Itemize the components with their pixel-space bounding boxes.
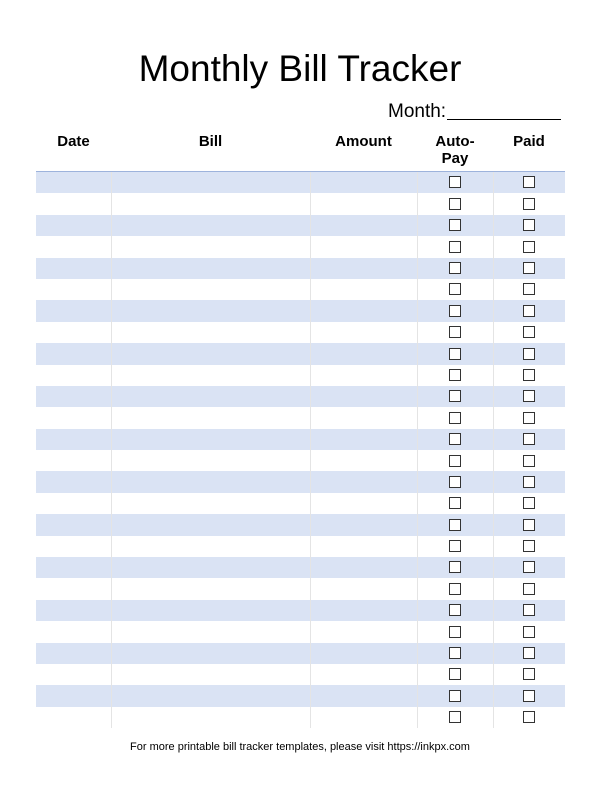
paid-cell bbox=[493, 236, 565, 257]
autopay-cell bbox=[417, 685, 493, 706]
paid-checkbox[interactable] bbox=[523, 262, 535, 274]
bill-cell[interactable] bbox=[111, 258, 310, 279]
autopay-checkbox[interactable] bbox=[449, 262, 461, 274]
date-cell[interactable] bbox=[36, 493, 111, 514]
table-row bbox=[36, 450, 565, 471]
amount-cell[interactable] bbox=[310, 643, 417, 664]
month-label: Month: bbox=[388, 101, 447, 122]
table-row bbox=[36, 429, 565, 450]
bill-cell[interactable] bbox=[111, 621, 310, 642]
date-cell[interactable] bbox=[36, 215, 111, 236]
autopay-checkbox[interactable] bbox=[449, 561, 461, 573]
paid-cell bbox=[493, 557, 565, 578]
amount-cell[interactable] bbox=[310, 365, 417, 386]
autopay-cell bbox=[417, 172, 493, 194]
column-header-paid: Paid bbox=[493, 130, 565, 172]
amount-cell[interactable] bbox=[310, 707, 417, 728]
bill-cell[interactable] bbox=[111, 429, 310, 450]
autopay-checkbox[interactable] bbox=[449, 369, 461, 381]
autopay-cell bbox=[417, 365, 493, 386]
table-row bbox=[36, 621, 565, 642]
paid-checkbox[interactable] bbox=[523, 668, 535, 680]
bill-cell[interactable] bbox=[111, 514, 310, 535]
date-cell[interactable] bbox=[36, 322, 111, 343]
autopay-checkbox[interactable] bbox=[449, 455, 461, 467]
column-header-date: Date bbox=[36, 130, 111, 172]
autopay-cell bbox=[417, 600, 493, 621]
date-cell[interactable] bbox=[36, 236, 111, 257]
paid-checkbox[interactable] bbox=[523, 583, 535, 595]
date-cell[interactable] bbox=[36, 300, 111, 321]
autopay-cell bbox=[417, 514, 493, 535]
amount-cell[interactable] bbox=[310, 172, 417, 194]
paid-checkbox[interactable] bbox=[523, 198, 535, 210]
bill-cell[interactable] bbox=[111, 215, 310, 236]
date-cell[interactable] bbox=[36, 429, 111, 450]
bill-cell[interactable] bbox=[111, 493, 310, 514]
paid-checkbox[interactable] bbox=[523, 348, 535, 360]
amount-cell[interactable] bbox=[310, 386, 417, 407]
autopay-checkbox[interactable] bbox=[449, 604, 461, 616]
autopay-cell bbox=[417, 215, 493, 236]
column-header-autopay-line2: Pay bbox=[441, 150, 469, 167]
autopay-cell bbox=[417, 236, 493, 257]
paid-checkbox[interactable] bbox=[523, 176, 535, 188]
amount-cell[interactable] bbox=[310, 279, 417, 300]
column-header-amount: Amount bbox=[310, 130, 417, 172]
autopay-cell bbox=[417, 343, 493, 364]
month-field bbox=[388, 100, 561, 124]
date-cell[interactable] bbox=[36, 557, 111, 578]
amount-cell[interactable] bbox=[310, 322, 417, 343]
paid-cell bbox=[493, 407, 565, 428]
table-row bbox=[36, 343, 565, 364]
paid-checkbox[interactable] bbox=[523, 604, 535, 616]
table-row bbox=[36, 236, 565, 257]
date-cell[interactable] bbox=[36, 685, 111, 706]
date-cell[interactable] bbox=[36, 386, 111, 407]
autopay-checkbox[interactable] bbox=[449, 476, 461, 488]
column-header-autopay-line1: Auto- bbox=[435, 133, 475, 150]
footer-note: For more printable bill tracker templates, please visit https://inkpx.com bbox=[130, 741, 470, 753]
paid-cell bbox=[493, 300, 565, 321]
table-row bbox=[36, 172, 565, 194]
date-cell[interactable] bbox=[36, 471, 111, 492]
autopay-cell bbox=[417, 643, 493, 664]
autopay-checkbox[interactable] bbox=[449, 241, 461, 253]
paid-cell bbox=[493, 322, 565, 343]
paid-checkbox[interactable] bbox=[523, 283, 535, 295]
bill-cell[interactable] bbox=[111, 557, 310, 578]
amount-cell[interactable] bbox=[310, 578, 417, 599]
date-cell[interactable] bbox=[36, 172, 111, 194]
amount-cell[interactable] bbox=[310, 215, 417, 236]
autopay-checkbox[interactable] bbox=[449, 497, 461, 509]
bill-cell[interactable] bbox=[111, 279, 310, 300]
bill-cell[interactable] bbox=[111, 193, 310, 214]
autopay-checkbox[interactable] bbox=[449, 711, 461, 723]
autopay-checkbox[interactable] bbox=[449, 668, 461, 680]
paid-cell bbox=[493, 193, 565, 214]
bill-cell[interactable] bbox=[111, 471, 310, 492]
bill-cell[interactable] bbox=[111, 343, 310, 364]
amount-cell[interactable] bbox=[310, 429, 417, 450]
paid-checkbox[interactable] bbox=[523, 241, 535, 253]
amount-cell[interactable] bbox=[310, 685, 417, 706]
table-row bbox=[36, 279, 565, 300]
autopay-checkbox[interactable] bbox=[449, 626, 461, 638]
amount-cell[interactable] bbox=[310, 343, 417, 364]
amount-cell[interactable] bbox=[310, 258, 417, 279]
table-row bbox=[36, 386, 565, 407]
autopay-cell bbox=[417, 664, 493, 685]
amount-cell[interactable] bbox=[310, 407, 417, 428]
paid-checkbox[interactable] bbox=[523, 561, 535, 573]
paid-checkbox[interactable] bbox=[523, 540, 535, 552]
table-row bbox=[36, 407, 565, 428]
autopay-checkbox[interactable] bbox=[449, 390, 461, 402]
amount-cell[interactable] bbox=[310, 536, 417, 557]
column-header-autopay bbox=[417, 130, 493, 172]
table-row bbox=[36, 258, 565, 279]
paid-checkbox[interactable] bbox=[523, 626, 535, 638]
paid-checkbox[interactable] bbox=[523, 455, 535, 467]
bill-cell[interactable] bbox=[111, 643, 310, 664]
paid-checkbox[interactable] bbox=[523, 476, 535, 488]
paid-checkbox[interactable] bbox=[523, 690, 535, 702]
paid-checkbox[interactable] bbox=[523, 711, 535, 723]
autopay-cell bbox=[417, 471, 493, 492]
autopay-checkbox[interactable] bbox=[449, 219, 461, 231]
paid-cell bbox=[493, 429, 565, 450]
paid-checkbox[interactable] bbox=[523, 497, 535, 509]
autopay-checkbox[interactable] bbox=[449, 198, 461, 210]
date-cell[interactable] bbox=[36, 407, 111, 428]
bill-cell[interactable] bbox=[111, 578, 310, 599]
amount-cell[interactable] bbox=[310, 450, 417, 471]
table-row bbox=[36, 536, 565, 557]
paid-cell bbox=[493, 643, 565, 664]
paid-cell bbox=[493, 215, 565, 236]
amount-cell[interactable] bbox=[310, 493, 417, 514]
autopay-checkbox[interactable] bbox=[449, 412, 461, 424]
paid-cell bbox=[493, 450, 565, 471]
autopay-cell bbox=[417, 536, 493, 557]
table-row bbox=[36, 685, 565, 706]
date-cell[interactable] bbox=[36, 578, 111, 599]
autopay-checkbox[interactable] bbox=[449, 348, 461, 360]
table-row bbox=[36, 322, 565, 343]
paid-cell bbox=[493, 279, 565, 300]
paid-cell bbox=[493, 685, 565, 706]
autopay-cell bbox=[417, 578, 493, 599]
amount-cell[interactable] bbox=[310, 236, 417, 257]
date-cell[interactable] bbox=[36, 600, 111, 621]
paid-cell bbox=[493, 172, 565, 194]
date-cell[interactable] bbox=[36, 514, 111, 535]
table-row bbox=[36, 365, 565, 386]
table-row bbox=[36, 578, 565, 599]
paid-checkbox[interactable] bbox=[523, 326, 535, 338]
autopay-checkbox[interactable] bbox=[449, 540, 461, 552]
date-cell[interactable] bbox=[36, 643, 111, 664]
bill-cell[interactable] bbox=[111, 407, 310, 428]
amount-cell[interactable] bbox=[310, 600, 417, 621]
paid-checkbox[interactable] bbox=[523, 390, 535, 402]
column-header-bill: Bill bbox=[111, 130, 310, 172]
autopay-cell bbox=[417, 300, 493, 321]
amount-cell[interactable] bbox=[310, 621, 417, 642]
autopay-cell bbox=[417, 407, 493, 428]
date-cell[interactable] bbox=[36, 365, 111, 386]
autopay-cell bbox=[417, 279, 493, 300]
table-row bbox=[36, 215, 565, 236]
paid-cell bbox=[493, 471, 565, 492]
date-cell[interactable] bbox=[36, 621, 111, 642]
table-row bbox=[36, 557, 565, 578]
paid-checkbox[interactable] bbox=[523, 305, 535, 317]
table-row bbox=[36, 300, 565, 321]
table-header-row bbox=[36, 130, 565, 172]
amount-cell[interactable] bbox=[310, 471, 417, 492]
amount-cell[interactable] bbox=[310, 300, 417, 321]
date-cell[interactable] bbox=[36, 536, 111, 557]
autopay-cell bbox=[417, 386, 493, 407]
paid-cell bbox=[493, 536, 565, 557]
paid-cell bbox=[493, 258, 565, 279]
paid-cell bbox=[493, 707, 565, 728]
bill-cell[interactable] bbox=[111, 450, 310, 471]
table-row bbox=[36, 493, 565, 514]
autopay-cell bbox=[417, 621, 493, 642]
paid-checkbox[interactable] bbox=[523, 219, 535, 231]
paid-cell bbox=[493, 664, 565, 685]
autopay-checkbox[interactable] bbox=[449, 690, 461, 702]
autopay-cell bbox=[417, 707, 493, 728]
autopay-checkbox[interactable] bbox=[449, 283, 461, 295]
bill-cell[interactable] bbox=[111, 664, 310, 685]
paid-cell bbox=[493, 600, 565, 621]
page-title: Monthly Bill Tracker bbox=[138, 48, 462, 89]
autopay-cell bbox=[417, 193, 493, 214]
date-cell[interactable] bbox=[36, 258, 111, 279]
amount-cell[interactable] bbox=[310, 514, 417, 535]
autopay-checkbox[interactable] bbox=[449, 326, 461, 338]
autopay-checkbox[interactable] bbox=[449, 176, 461, 188]
autopay-cell bbox=[417, 450, 493, 471]
date-cell[interactable] bbox=[36, 343, 111, 364]
autopay-cell bbox=[417, 429, 493, 450]
bill-cell[interactable] bbox=[111, 365, 310, 386]
bill-cell[interactable] bbox=[111, 685, 310, 706]
paid-checkbox[interactable] bbox=[523, 369, 535, 381]
date-cell[interactable] bbox=[36, 193, 111, 214]
date-cell[interactable] bbox=[36, 450, 111, 471]
paid-cell bbox=[493, 621, 565, 642]
autopay-checkbox[interactable] bbox=[449, 583, 461, 595]
bill-cell[interactable] bbox=[111, 536, 310, 557]
table-row bbox=[36, 471, 565, 492]
bill-cell[interactable] bbox=[111, 600, 310, 621]
table-row bbox=[36, 600, 565, 621]
bill-tracker-table bbox=[36, 130, 565, 728]
autopay-cell bbox=[417, 258, 493, 279]
autopay-checkbox[interactable] bbox=[449, 519, 461, 531]
paid-cell bbox=[493, 365, 565, 386]
paid-cell bbox=[493, 514, 565, 535]
bill-cell[interactable] bbox=[111, 386, 310, 407]
paid-cell bbox=[493, 386, 565, 407]
paid-cell bbox=[493, 578, 565, 599]
bill-cell[interactable] bbox=[111, 300, 310, 321]
paid-cell bbox=[493, 493, 565, 514]
amount-cell[interactable] bbox=[310, 193, 417, 214]
paid-checkbox[interactable] bbox=[523, 647, 535, 659]
autopay-checkbox[interactable] bbox=[449, 305, 461, 317]
month-blank-line[interactable] bbox=[447, 119, 561, 120]
autopay-cell bbox=[417, 493, 493, 514]
paid-checkbox[interactable] bbox=[523, 412, 535, 424]
paid-checkbox[interactable] bbox=[523, 519, 535, 531]
amount-cell[interactable] bbox=[310, 664, 417, 685]
bill-cell[interactable] bbox=[111, 707, 310, 728]
bill-cell[interactable] bbox=[111, 236, 310, 257]
bill-cell[interactable] bbox=[111, 172, 310, 194]
date-cell[interactable] bbox=[36, 707, 111, 728]
bill-cell[interactable] bbox=[111, 322, 310, 343]
table-body bbox=[36, 172, 565, 729]
autopay-cell bbox=[417, 322, 493, 343]
autopay-cell bbox=[417, 557, 493, 578]
table-row bbox=[36, 514, 565, 535]
table-row bbox=[36, 664, 565, 685]
table-row bbox=[36, 193, 565, 214]
autopay-checkbox[interactable] bbox=[449, 647, 461, 659]
date-cell[interactable] bbox=[36, 279, 111, 300]
paid-cell bbox=[493, 343, 565, 364]
autopay-checkbox[interactable] bbox=[449, 433, 461, 445]
table-row bbox=[36, 643, 565, 664]
paid-checkbox[interactable] bbox=[523, 433, 535, 445]
table-row bbox=[36, 707, 565, 728]
date-cell[interactable] bbox=[36, 664, 111, 685]
amount-cell[interactable] bbox=[310, 557, 417, 578]
